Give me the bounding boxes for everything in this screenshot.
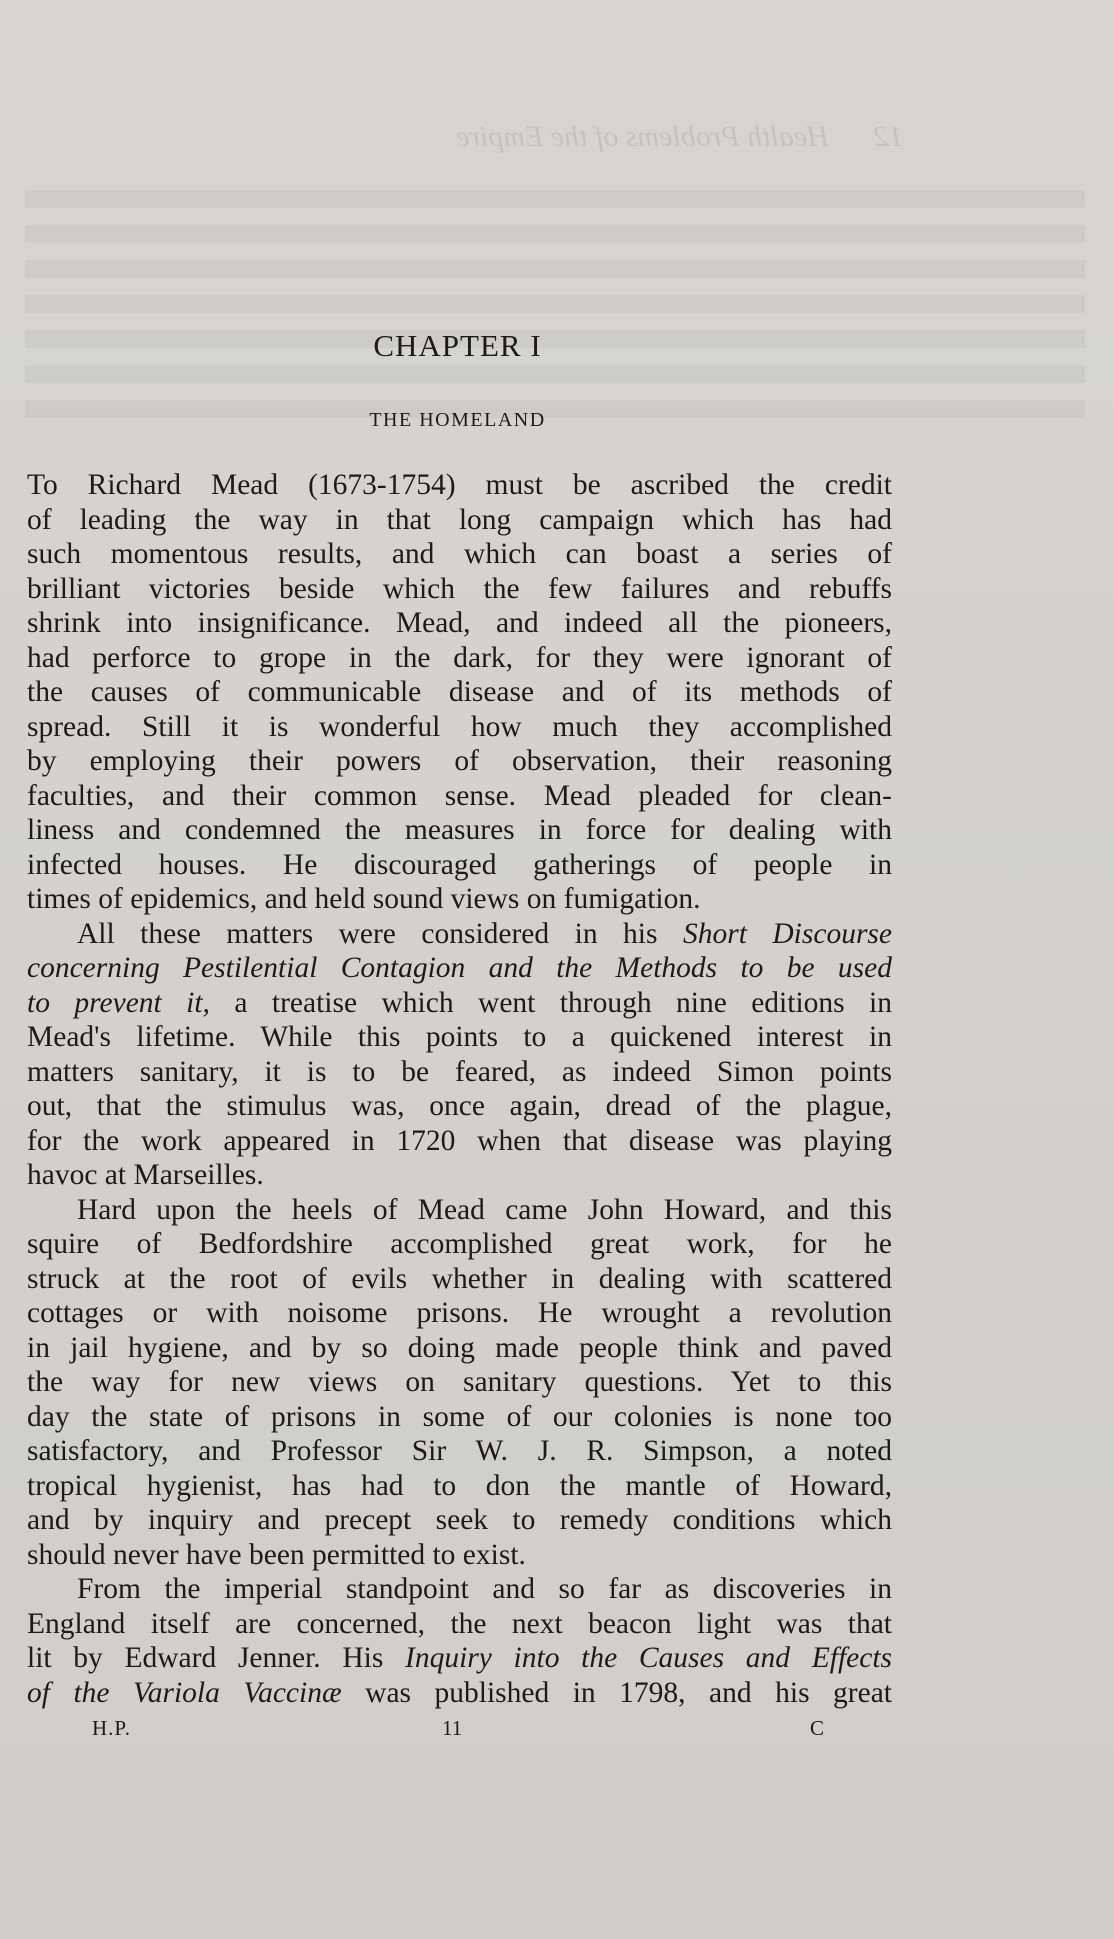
text-run: was published in 1798, and his great [365,1676,893,1709]
paragraph: spread. Still it is wonderful how much they accomplished [27,710,892,743]
paragraph: tropical hygienist, has had to don the mantle of Howard, [27,1469,892,1502]
paragraph: the causes of communicable disease and of its methods of [27,676,892,708]
bleed-through-text [0,0,1114,460]
paragraph: To Richard Mead (1673-1754) must be ascribed the credit [27,469,892,501]
text-run: All these matters were considered in his [77,917,658,950]
chapter-subtitle: THE HOMELAND [369,409,546,431]
paragraph: matters sanitary, it is to be feared, as indeed Simon points [27,1055,892,1088]
paragraph: in jail hygiene, and by so doing made people think and paved [27,1331,892,1364]
book-title: concerning Pestilential Contagion and the Methods to be used [27,952,892,984]
paragraph: struck at the root of evils whether in dealing with scattered [27,1262,892,1295]
bleed-through-line [25,260,1085,278]
paragraph: such momentous results, and which can boast a series of [27,538,892,570]
paragraph: liness and condemned the measures in force for dealing with [27,814,892,846]
book-title: to prevent it, [27,986,210,1019]
paragraph: by employing their powers of observation, their reasoning [27,745,892,777]
paragraph: satisfactory, and Professor Sir W. J. R. Simpson, a noted [27,1435,892,1467]
paragraph: times of epidemics, and held sound views on fumigation. [27,883,701,915]
bleed-through-running-head [230,120,1114,154]
bleed-through-line [25,365,1085,383]
paragraph [27,1676,892,1711]
paragraph: cottages or with noisome prisons. He wrought a revolution [27,1297,892,1329]
book-title: of the Variola Vaccinæ [27,1676,342,1709]
paragraph: of leading the way in that long campaign which has had [27,503,892,536]
paragraph: Mead's lifetime. While this points to a quickened interest in [27,1021,892,1053]
paragraph: the way for new views on sanitary questions. Yet to this [27,1366,892,1398]
paragraph: out, that the stimulus was, once again, dread of the plague, [27,1090,892,1122]
paragraph: brilliant victories beside which the few failures and rebuffs [27,572,892,605]
bleed-through-head-text: Health Problems of the Empire [456,120,829,153]
paragraph: Hard upon the heels of Mead came John Howard, and this [77,1193,892,1226]
book-title: Inquiry into the Causes and Effects [405,1642,892,1674]
signature-mark: H.P. [92,1716,132,1740]
text-run: a treatise which went through nine editions in [234,986,893,1019]
page-number: 11 [442,1716,463,1740]
bleed-through-line [25,190,1085,208]
paragraph: for the work appeared in 1720 when that disease was playing [27,1124,892,1157]
page-footer [0,1716,1114,1744]
paragraph: day the state of prisons in some of our colonies is none too [27,1400,892,1433]
paragraph: faculties, and their common sense. Mead pleaded for clean- [27,779,892,812]
paragraph: From the imperial standpoint and so far as discoveries in [77,1573,892,1605]
book-title: Short Discourse [682,917,893,950]
bleed-through-line [25,225,1085,243]
paragraph [27,986,892,1021]
paragraph: should never have been permitted to exist. [27,1538,526,1571]
paragraph: shrink into insignificance. Mead, and indeed all the pioneers, [27,607,892,639]
paragraph [27,917,892,952]
signature-letter: C [810,1716,825,1740]
paragraph [27,951,892,986]
text-run: lit by Edward Jenner. His [27,1642,384,1674]
bleed-through-line [25,295,1085,313]
paragraph: England itself are concerned, the next beacon light was that [27,1607,892,1640]
paragraph: havoc at Marseilles. [27,1159,264,1191]
paragraph [27,1641,892,1676]
paragraph: squire of Bedfordshire accomplished great work, for he [27,1228,892,1260]
paragraph: infected houses. He discouraged gatherings of people in [27,848,892,881]
body-text [27,468,892,1710]
chapter-title: CHAPTER I [373,328,542,363]
paragraph: and by inquiry and precept seek to remedy conditions which [27,1504,892,1536]
paragraph: had perforce to grope in the dark, for they were ignorant of [27,641,892,674]
bleed-through-page-number: 12 [873,120,904,153]
